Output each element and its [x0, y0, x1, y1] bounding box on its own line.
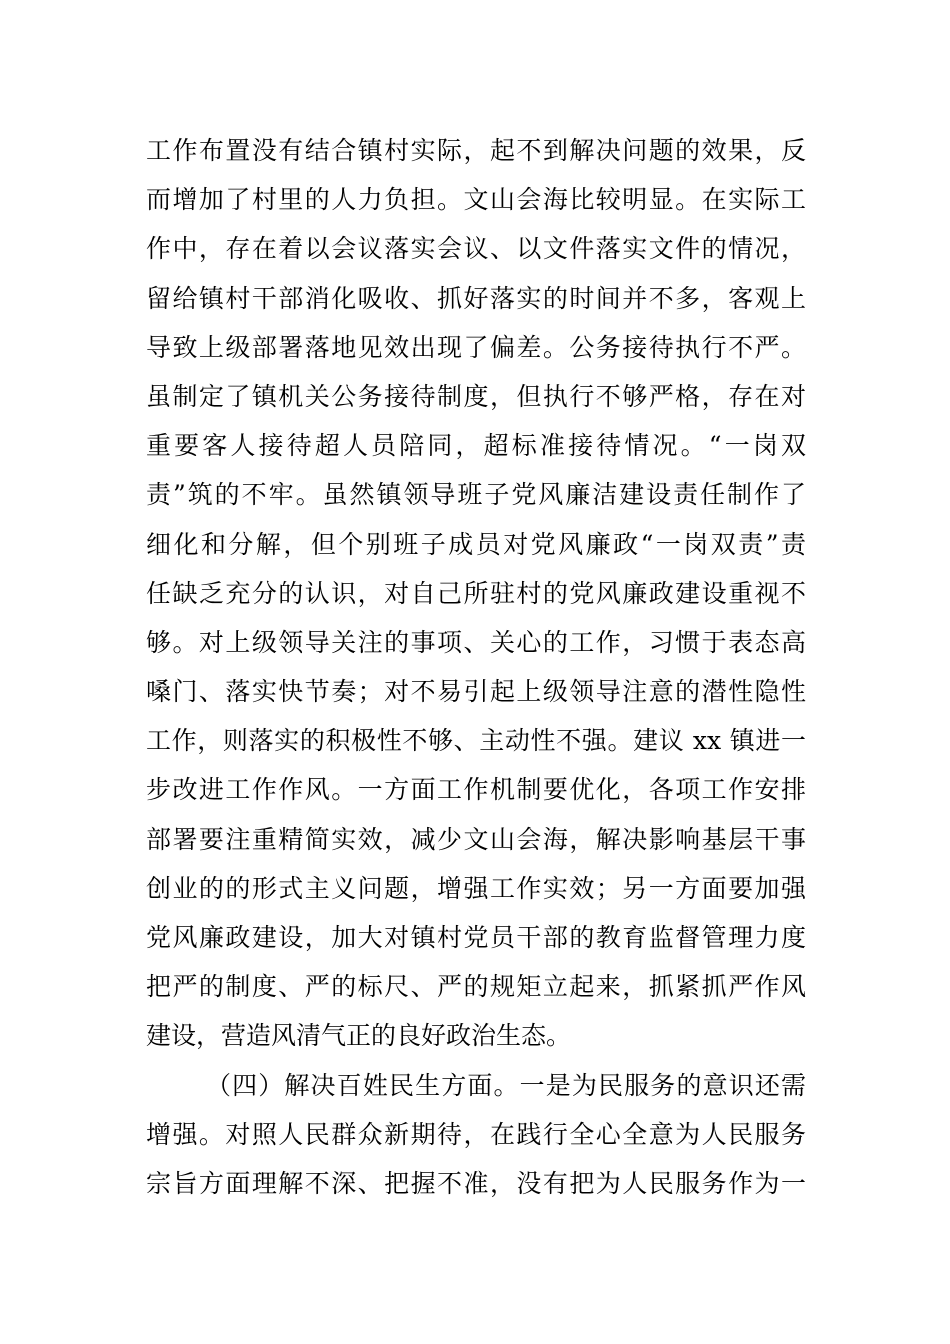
paragraph-line: 任缺乏充分的认识，对自己所驻村的党风廉政建设重视不: [146, 578, 806, 608]
paragraph-line: 步改进工作作风。一方面工作机制要优化，各项工作安排: [146, 775, 806, 805]
paragraph-line: 虽制定了镇机关公务接待制度，但执行不够严格，存在对: [146, 381, 806, 411]
paragraph-line: （四）解决百姓民生方面。一是为民服务的意识还需: [206, 1070, 806, 1100]
paragraph-line: 而增加了村里的人力负担。文山会海比较明显。在实际工: [146, 185, 806, 215]
paragraph-line: 细化和分解，但个别班子成员对党风廉政“一岗双责”责: [146, 529, 806, 559]
document-body: [146, 126, 806, 1208]
paragraph-line: 够。对上级领导关注的事项、关心的工作，习惯于表态高: [146, 627, 806, 657]
paragraph-line: 宗旨方面理解不深、把握不准，没有把为人民服务作为一: [146, 1168, 806, 1198]
paragraph-line: 创业的的形式主义问题，增强工作实效；另一方面要加强: [146, 873, 806, 903]
paragraph-line: 建设，营造风清气正的良好政治生态。: [146, 1021, 572, 1051]
paragraph-line: 增强。对照人民群众新期待，在践行全心全意为人民服务: [146, 1119, 806, 1149]
paragraph-line: 嗓门、落实快节奏；对不易引起上级领导注意的潜性隐性: [146, 677, 806, 707]
paragraph-line: 重要客人接待超人员陪同，超标准接待情况。“一岗双: [146, 431, 806, 461]
paragraph-line: 把严的制度、严的标尺、严的规矩立起来，抓紧抓严作风: [146, 972, 806, 1002]
paragraph-line: 党风廉政建设，加大对镇村党员干部的教育监督管理力度: [146, 923, 806, 952]
paragraph-1: [146, 126, 806, 1061]
paragraph-line: 部署要注重精简实效，减少文山会海，解决影响基层干事: [146, 824, 806, 854]
paragraph-2: [146, 1061, 806, 1209]
paragraph-line: 工作布置没有结合镇村实际，起不到解决问题的效果，反: [146, 136, 806, 165]
paragraph-line: 责”筑的不牢。虽然镇领导班子党风廉洁建设责任制作了: [146, 480, 806, 510]
paragraph-line: 工作，则落实的积极性不够、主动性不强。建议 xx 镇进一: [146, 726, 806, 756]
paragraph-line: 作中，存在着以会议落实会议、以文件落实文件的情况，: [146, 234, 806, 264]
paragraph-line: 导致上级部署落地见效出现了偏差。公务接待执行不严。: [146, 332, 806, 362]
paragraph-line: 留给镇村干部消化吸收、抓好落实的时间并不多，客观上: [146, 283, 806, 313]
